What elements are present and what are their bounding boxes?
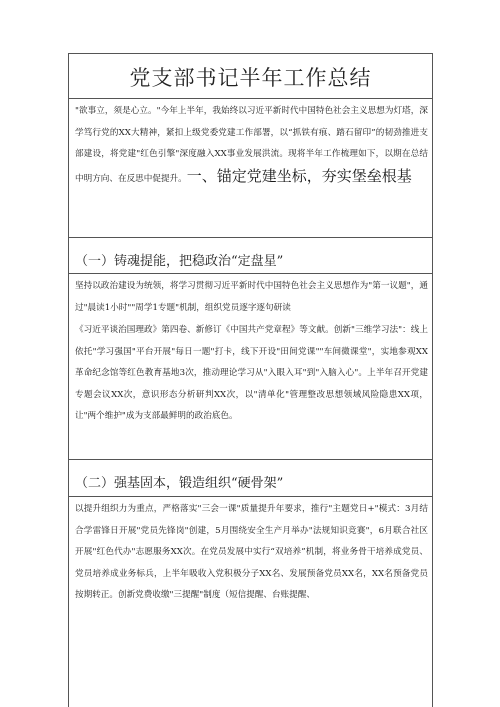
section-1-paragraph-a: 坚持以政治建设为统领，将学习贯彻习近平新时代中国特色社会主义思想作为"第一议题"，通过"晨读1小时""周学1专题"机制，组织党员逐字逐句研读 (75, 281, 428, 313)
section-divider-1 (69, 237, 432, 238)
intro-text: "欲事立，须是心立。"今年上半年，我始终以习近平新时代中国特色社会主义思想为灯塔，深学笃行党的XX大精神，紧扣上级党委党建工作部署，以“抓铁有痕、踏石留印”的韧劲推进支部建设，将党建"红色引擎"深度融入XX事业发展洪流。现将半年工作梳理如下，以期在总结中明方向、在反思中促提升。 (75, 106, 428, 184)
document-frame (68, 53, 433, 707)
section-divider-4 (69, 496, 432, 497)
section-2-heading: （二）强基固本，锻造组织“硬骨架” (75, 476, 284, 491)
title-divider (69, 98, 432, 99)
document-title: 党支部书记半年工作总结 (129, 66, 372, 90)
section-1-paragraph-b: 《习近平谈治国理政》第四卷、新修订《中国共产党章程》等文献。创新"三维学习法"：线上依托"学习强国"平台开展"每日一题"打卡，线下开设"田间党课""车间微课堂"，实地参观XX革命纪念馆等红色教育基地3次，推动理论学习从"入眼入耳"到"入脑入心"。上半年召开党建专题会议XX次，意识形态分析研判XX次，以"清单化"管理整改思想领域风险隐患XX项，让"两个维护"成为支部最鲜明的政治底色。 (75, 325, 428, 422)
chapter-one-heading: 一、锚定党建坐标，夯实堡垒根基 (186, 166, 412, 185)
section-divider-2 (69, 273, 432, 274)
section-2-paragraph: 以提升组织力为重点，严格落实"三会一课"质量提升年要求，推行"主题党日+"模式：3月结合学雷锋日开展"党员先锋岗"创建，5月围绕安全生产月举办"法规知识竞赛"，6月联合社区开展"红色代办"志愿服务XX次。在党员发展中实行“双培养”机制，将业务骨干培养成党员、党员培养成业务标兵，上半年吸收入党积极分子XX名、发展预备党员XX名，XX名预备党员按期转正。创新党费收缴"三提醒"制度（短信提醒、台账提醒、 (75, 504, 428, 601)
section-1-heading: （一）铸魂提能，把稳政治“定盘星” (75, 254, 284, 269)
section-divider-3 (69, 459, 432, 460)
intro-paragraph (75, 101, 428, 190)
